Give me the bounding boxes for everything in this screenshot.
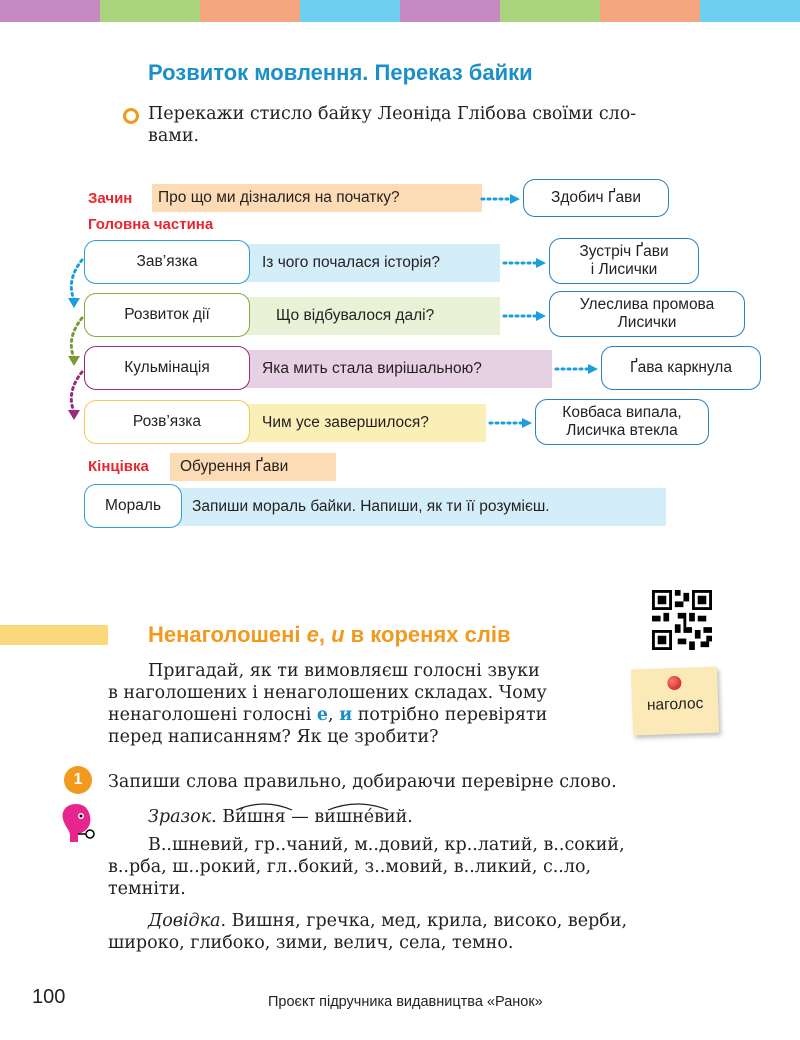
words-line: в..рба, ш..рокий, гл..бокий, з..мовий, в..ликий, с..ло,: [108, 857, 592, 877]
answer-line: Лисички: [617, 314, 677, 331]
dotted-arrow-icon: [480, 193, 522, 205]
title-text: в коренях слів: [344, 622, 511, 647]
stage-box: [84, 293, 250, 337]
top-color-stripe: [0, 0, 800, 22]
stage-label: Кульмінація: [124, 359, 210, 376]
intro-question-text: Про що ми дізналися на початку?: [158, 189, 400, 206]
ending-label: Кінцівка: [88, 458, 149, 475]
answer-box: [549, 238, 699, 284]
words-line: темніти.: [108, 879, 186, 899]
section-title-vowels: [148, 622, 510, 648]
intro-answer-text: Здобич Ґави: [550, 189, 642, 206]
stress-sticker: [631, 667, 719, 736]
ending-box: [170, 453, 336, 481]
intro-line: в наголошених і ненаголошених складах. Чому: [108, 683, 547, 703]
stripe-segment: [0, 0, 100, 22]
stage-label: Розв’язка: [132, 413, 202, 430]
intro-label: Зачин: [88, 190, 133, 207]
answer-box: [549, 291, 745, 337]
question-text: Яка мить стала вирішальною?: [262, 360, 482, 377]
question-text: Чим усе завершилося?: [262, 414, 429, 431]
intro-answer: [523, 179, 669, 217]
dotted-arrow-icon: [554, 363, 600, 375]
intro-text: ,: [328, 705, 340, 725]
stripe-segment: [700, 0, 800, 22]
reference-line: широко, глибоко, зими, велич, села, темно.: [108, 933, 514, 953]
publisher-note: Проєкт підручника видавництва «Ранок»: [268, 994, 543, 1010]
dotted-arrow-icon: [488, 417, 534, 429]
page-number: 100: [32, 986, 66, 1008]
stage-label: Розвиток дії: [124, 306, 210, 323]
reference-text: . Вишня, гречка, мед, крила, високо, верби,: [220, 911, 628, 931]
question-bar: [200, 350, 552, 388]
main-part-label: Головна частина: [88, 216, 214, 233]
answer-box: [601, 346, 761, 390]
exercise-number-badge: [64, 766, 92, 794]
qr-code-icon[interactable]: [652, 590, 712, 650]
vowel-e: е: [316, 705, 329, 725]
pin-icon: [667, 676, 681, 690]
intro-line: [108, 704, 602, 726]
stripe-segment: [500, 0, 600, 22]
moral-task-bar: [150, 488, 666, 526]
root-arc-icon: [234, 800, 294, 812]
section-title-retelling: Розвиток мовлення. Переказ байки: [148, 60, 533, 85]
intro-line: Пригадай, як ти вимовляєш голосні звуки: [148, 661, 540, 681]
stripe-segment: [400, 0, 500, 22]
exercise-task: Запиши слова правильно, добираючи перевірне слово.: [108, 772, 617, 792]
task-line: вами.: [148, 126, 200, 146]
question-text: Що відбувалося далі?: [276, 307, 435, 324]
section-marker-bar: [0, 625, 108, 645]
dotted-arrow-icon: [502, 310, 548, 322]
answer-line: Ґава каркнула: [630, 359, 732, 376]
question-text: Із чого почалася історія?: [262, 254, 440, 271]
stage-box: [84, 400, 250, 444]
title-text: Ненаголошені: [148, 622, 307, 647]
words-line: В..шневий, гр..чаний, м..довий, кр..латий, в..сокий,: [148, 835, 625, 855]
title-letter: е: [306, 622, 319, 647]
title-letter: и: [331, 622, 345, 647]
words-exercise: [108, 834, 718, 900]
stripe-segment: [300, 0, 400, 22]
stage-box: [84, 346, 250, 390]
retelling-task: [148, 103, 718, 147]
stripe-segment: [200, 0, 300, 22]
moral-label: Мораль: [104, 497, 162, 514]
task-line: Перекажи стисло байку Леоніда Глібова своїми сло-: [148, 104, 637, 124]
answer-line: і Лисички: [590, 261, 658, 278]
answer-line: Зустріч Ґави: [579, 243, 669, 260]
vowel-y: и: [339, 705, 353, 725]
task-bullet-icon: [123, 108, 139, 124]
reference-block: [108, 910, 718, 954]
answer-line: Улеслива промова: [579, 296, 715, 313]
dotted-arrow-icon: [502, 257, 548, 269]
sample-label: Зразок: [148, 807, 212, 827]
moral-task-text: Запиши мораль байки. Напиши, як ти її розумієш.: [192, 498, 550, 515]
reference-label: Довідка: [148, 911, 221, 931]
root-arc-icon: [326, 800, 390, 812]
mascot-icon: [56, 800, 100, 846]
title-text: ,: [318, 622, 332, 647]
intro-text: ненаголошені голосні: [108, 705, 317, 725]
answer-line: Лисичка втекла: [566, 422, 678, 439]
sticker-text: наголос: [646, 695, 704, 714]
stage-label: Зав’язка: [136, 253, 198, 270]
stripe-segment: [600, 0, 700, 22]
sample-text: . Ви́шня — вишне́вий.: [211, 807, 413, 827]
answer-box: [535, 399, 709, 445]
intro-text: потрібно перевіряти: [352, 705, 548, 725]
exercise-number: 1: [73, 771, 83, 788]
ending-text: Обурення Ґави: [180, 458, 289, 475]
vowels-intro: [108, 660, 602, 748]
moral-label-box: [84, 484, 182, 528]
stage-box: [84, 240, 250, 284]
intro-question: [152, 184, 482, 212]
intro-line: перед написанням? Як це зробити?: [108, 727, 439, 747]
stripe-segment: [100, 0, 200, 22]
reference-line: [108, 910, 718, 932]
answer-line: Ковбаса випала,: [562, 404, 682, 421]
